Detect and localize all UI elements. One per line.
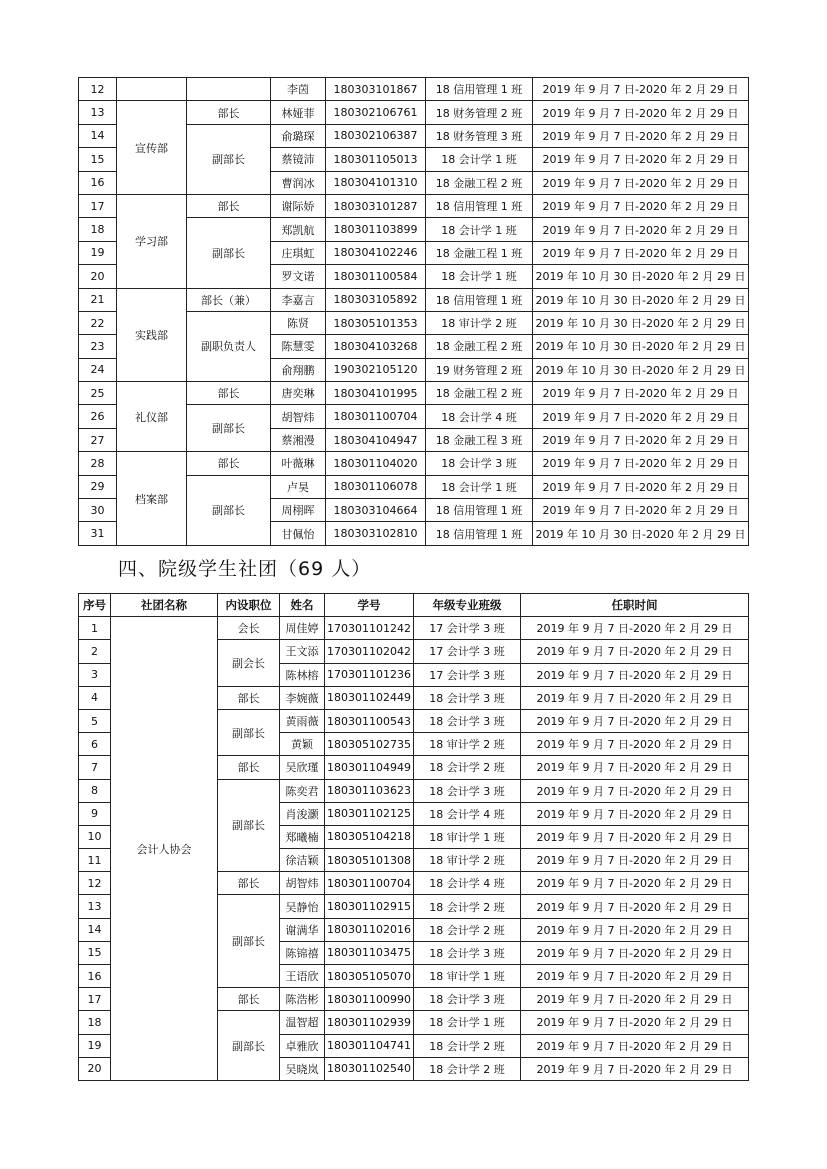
row-number: 20	[79, 1057, 111, 1080]
position-cell: 部长	[218, 756, 280, 779]
name-cell: 陈慧雯	[271, 335, 326, 358]
name-cell: 俞翔鹏	[271, 358, 326, 381]
name-cell: 胡智炜	[271, 405, 326, 428]
term-cell: 2019 年 9 月 7 日-2020 年 2 月 29 日	[521, 733, 749, 756]
term-cell: 2019 年 9 月 7 日-2020 年 2 月 29 日	[521, 849, 749, 872]
term-cell: 2019 年 10 月 30 日-2020 年 2 月 29 日	[533, 358, 749, 381]
name-cell: 谢际娇	[271, 194, 326, 217]
section-heading: 四、院级学生社团（69 人）	[118, 558, 372, 580]
position-cell: 副部长	[218, 895, 280, 988]
student-id-cell: 170301102042	[325, 640, 414, 663]
student-id-cell: 180303101287	[326, 194, 426, 217]
class-cell: 18 会计学 1 班	[426, 218, 533, 241]
position-cell-empty	[187, 78, 271, 101]
class-cell: 18 金融工程 2 班	[426, 171, 533, 194]
row-number: 17	[79, 194, 117, 217]
student-id-cell: 180304104947	[326, 428, 426, 451]
student-id-cell: 180301103899	[326, 218, 426, 241]
position-cell: 部长	[187, 452, 271, 475]
term-cell: 2019 年 9 月 7 日-2020 年 2 月 29 日	[533, 218, 749, 241]
term-cell: 2019 年 10 月 30 日-2020 年 2 月 29 日	[533, 265, 749, 288]
position-cell: 副部长	[187, 405, 271, 452]
class-cell: 18 会计学 2 班	[414, 756, 521, 779]
header-term: 任职时间	[521, 594, 749, 617]
term-cell: 2019 年 9 月 7 日-2020 年 2 月 29 日	[533, 382, 749, 405]
class-cell: 18 会计学 3 班	[414, 988, 521, 1011]
name-cell: 林娅菲	[271, 101, 326, 124]
header-student-id: 学号	[325, 594, 414, 617]
name-cell: 卓雅欣	[280, 1034, 325, 1057]
row-number: 12	[79, 78, 117, 101]
position-cell: 副职负责人	[187, 311, 271, 381]
class-cell: 18 会计学 2 班	[414, 895, 521, 918]
row-number: 12	[79, 872, 111, 895]
student-id-cell: 180301104020	[326, 452, 426, 475]
officer-table-continued	[78, 77, 749, 546]
student-id-cell: 180304103268	[326, 335, 426, 358]
class-cell: 18 信用管理 1 班	[426, 288, 533, 311]
header-no: 序号	[79, 594, 111, 617]
row-number: 22	[79, 311, 117, 334]
term-cell: 2019 年 9 月 7 日-2020 年 2 月 29 日	[533, 148, 749, 171]
row-number: 30	[79, 499, 117, 522]
name-cell: 李茵	[271, 78, 326, 101]
class-cell: 18 会计学 3 班	[414, 941, 521, 964]
name-cell: 陈奕君	[280, 779, 325, 802]
row-number: 19	[79, 241, 117, 264]
row-number: 16	[79, 965, 111, 988]
department-cell-empty	[117, 78, 187, 101]
name-cell: 郑曦楠	[280, 825, 325, 848]
name-cell: 甘佩怡	[271, 522, 326, 545]
class-cell: 18 会计学 4 班	[414, 802, 521, 825]
student-id-cell: 180301100543	[325, 709, 414, 732]
name-cell: 肖浚灏	[280, 802, 325, 825]
header-class: 年级专业班级	[414, 594, 521, 617]
row-number: 2	[79, 640, 111, 663]
table-row	[79, 101, 749, 124]
student-id-cell: 180301102939	[325, 1011, 414, 1034]
class-cell: 18 信用管理 1 班	[426, 194, 533, 217]
class-cell: 17 会计学 3 班	[414, 640, 521, 663]
class-cell: 18 会计学 1 班	[426, 148, 533, 171]
table-row	[79, 452, 749, 475]
row-number: 18	[79, 1011, 111, 1034]
position-cell: 副部长	[187, 124, 271, 194]
row-number: 26	[79, 405, 117, 428]
student-id-cell: 180301100584	[326, 265, 426, 288]
name-cell: 胡智炜	[280, 872, 325, 895]
class-cell: 18 财务管理 2 班	[426, 101, 533, 124]
class-cell: 18 金融工程 1 班	[426, 241, 533, 264]
term-cell: 2019 年 9 月 7 日-2020 年 2 月 29 日	[533, 101, 749, 124]
class-cell: 18 会计学 3 班	[414, 779, 521, 802]
student-id-cell: 180304101995	[326, 382, 426, 405]
term-cell: 2019 年 9 月 7 日-2020 年 2 月 29 日	[533, 194, 749, 217]
class-cell: 18 会计学 1 班	[426, 475, 533, 498]
row-number: 15	[79, 941, 111, 964]
term-cell: 2019 年 9 月 7 日-2020 年 2 月 29 日	[533, 452, 749, 475]
term-cell: 2019 年 9 月 7 日-2020 年 2 月 29 日	[521, 895, 749, 918]
table-row	[79, 288, 749, 311]
row-number: 28	[79, 452, 117, 475]
name-cell: 俞璐琛	[271, 124, 326, 147]
student-id-cell: 180301104741	[325, 1034, 414, 1057]
row-number: 5	[79, 709, 111, 732]
row-number: 25	[79, 382, 117, 405]
name-cell: 黄雨薇	[280, 709, 325, 732]
row-number: 6	[79, 733, 111, 756]
row-number: 14	[79, 124, 117, 147]
term-cell: 2019 年 9 月 7 日-2020 年 2 月 29 日	[533, 475, 749, 498]
term-cell: 2019 年 9 月 7 日-2020 年 2 月 29 日	[521, 872, 749, 895]
term-cell: 2019 年 9 月 7 日-2020 年 2 月 29 日	[533, 405, 749, 428]
row-number: 20	[79, 265, 117, 288]
department-cell: 宣传部	[117, 101, 187, 195]
name-cell: 王文添	[280, 640, 325, 663]
department-cell: 学习部	[117, 194, 187, 288]
name-cell: 卢昊	[271, 475, 326, 498]
term-cell: 2019 年 9 月 7 日-2020 年 2 月 29 日	[533, 241, 749, 264]
table-row	[79, 617, 749, 640]
student-id-cell: 180303104664	[326, 499, 426, 522]
department-cell: 礼仪部	[117, 382, 187, 452]
student-id-cell: 180301106078	[326, 475, 426, 498]
name-cell: 李婉薇	[280, 686, 325, 709]
row-number: 8	[79, 779, 111, 802]
row-number: 21	[79, 288, 117, 311]
term-cell: 2019 年 10 月 30 日-2020 年 2 月 29 日	[533, 311, 749, 334]
name-cell: 徐洁颖	[280, 849, 325, 872]
student-id-cell: 180301102449	[325, 686, 414, 709]
student-id-cell: 180302106387	[326, 124, 426, 147]
row-number: 29	[79, 475, 117, 498]
position-cell: 部长	[187, 194, 271, 217]
row-number: 27	[79, 428, 117, 451]
term-cell: 2019 年 9 月 7 日-2020 年 2 月 29 日	[521, 988, 749, 1011]
header-club-name: 社团名称	[111, 594, 218, 617]
student-id-cell: 180301102125	[325, 802, 414, 825]
class-cell: 18 信用管理 1 班	[426, 522, 533, 545]
position-cell: 部长	[218, 988, 280, 1011]
position-cell: 副部长	[218, 779, 280, 872]
name-cell: 唐奕琳	[271, 382, 326, 405]
name-cell: 曹润冰	[271, 171, 326, 194]
term-cell: 2019 年 9 月 7 日-2020 年 2 月 29 日	[521, 825, 749, 848]
student-id-cell: 180303102810	[326, 522, 426, 545]
class-cell: 18 会计学 1 班	[414, 1011, 521, 1034]
student-id-cell: 180305105070	[325, 965, 414, 988]
position-cell: 副部长	[218, 1011, 280, 1081]
name-cell: 陈贤	[271, 311, 326, 334]
student-id-cell: 180303101867	[326, 78, 426, 101]
term-cell: 2019 年 9 月 7 日-2020 年 2 月 29 日	[521, 756, 749, 779]
row-number: 14	[79, 918, 111, 941]
class-cell: 18 审计学 2 班	[414, 733, 521, 756]
name-cell: 温智超	[280, 1011, 325, 1034]
class-cell: 18 会计学 2 班	[414, 918, 521, 941]
student-id-cell: 180305104218	[325, 825, 414, 848]
class-cell: 17 会计学 3 班	[414, 617, 521, 640]
department-cell: 档案部	[117, 452, 187, 546]
row-number: 18	[79, 218, 117, 241]
position-cell: 会长	[218, 617, 280, 640]
term-cell: 2019 年 9 月 7 日-2020 年 2 月 29 日	[521, 1057, 749, 1080]
row-number: 9	[79, 802, 111, 825]
student-id-cell: 170301101242	[325, 617, 414, 640]
term-cell: 2019 年 9 月 7 日-2020 年 2 月 29 日	[521, 686, 749, 709]
position-cell: 部长	[187, 101, 271, 124]
department-cell: 实践部	[117, 288, 187, 382]
name-cell: 周栩晖	[271, 499, 326, 522]
student-id-cell: 180305101308	[325, 849, 414, 872]
row-number: 11	[79, 849, 111, 872]
term-cell: 2019 年 10 月 30 日-2020 年 2 月 29 日	[533, 522, 749, 545]
class-cell: 18 信用管理 1 班	[426, 78, 533, 101]
class-cell: 17 会计学 3 班	[414, 663, 521, 686]
term-cell: 2019 年 9 月 7 日-2020 年 2 月 29 日	[521, 640, 749, 663]
name-cell: 陈锦禧	[280, 941, 325, 964]
student-id-cell: 180301105013	[326, 148, 426, 171]
name-cell: 谢满华	[280, 918, 325, 941]
name-cell: 周佳婷	[280, 617, 325, 640]
student-id-cell: 180301102540	[325, 1057, 414, 1080]
class-cell: 18 信用管理 1 班	[426, 499, 533, 522]
name-cell: 罗文诺	[271, 265, 326, 288]
student-id-cell: 170301101236	[325, 663, 414, 686]
row-number: 19	[79, 1034, 111, 1057]
class-cell: 18 会计学 2 班	[414, 1034, 521, 1057]
class-cell: 18 会计学 4 班	[414, 872, 521, 895]
table-row	[79, 78, 749, 101]
table-row	[79, 382, 749, 405]
student-id-cell: 180301100704	[325, 872, 414, 895]
student-id-cell: 180301104949	[325, 756, 414, 779]
term-cell: 2019 年 9 月 7 日-2020 年 2 月 29 日	[533, 428, 749, 451]
student-id-cell: 180304101310	[326, 171, 426, 194]
class-cell: 19 财务管理 2 班	[426, 358, 533, 381]
term-cell: 2019 年 10 月 30 日-2020 年 2 月 29 日	[533, 288, 749, 311]
term-cell: 2019 年 9 月 7 日-2020 年 2 月 29 日	[521, 779, 749, 802]
term-cell: 2019 年 10 月 30 日-2020 年 2 月 29 日	[533, 335, 749, 358]
term-cell: 2019 年 9 月 7 日-2020 年 2 月 29 日	[521, 617, 749, 640]
class-cell: 18 财务管理 3 班	[426, 124, 533, 147]
row-number: 16	[79, 171, 117, 194]
class-cell: 18 会计学 2 班	[414, 1057, 521, 1080]
class-cell: 18 会计学 3 班	[426, 452, 533, 475]
term-cell: 2019 年 9 月 7 日-2020 年 2 月 29 日	[533, 124, 749, 147]
student-id-cell: 180301100704	[326, 405, 426, 428]
row-number: 4	[79, 686, 111, 709]
term-cell: 2019 年 9 月 7 日-2020 年 2 月 29 日	[533, 499, 749, 522]
row-number: 13	[79, 101, 117, 124]
class-cell: 18 会计学 1 班	[426, 265, 533, 288]
name-cell: 郑凯航	[271, 218, 326, 241]
name-cell: 黄颖	[280, 733, 325, 756]
name-cell: 吴欣瑾	[280, 756, 325, 779]
position-cell: 副部长	[218, 709, 280, 755]
row-number: 1	[79, 617, 111, 640]
class-cell: 18 金融工程 2 班	[426, 382, 533, 405]
position-cell: 副部长	[187, 475, 271, 545]
class-cell: 18 审计学 2 班	[414, 849, 521, 872]
student-id-cell: 180301102016	[325, 918, 414, 941]
class-cell: 18 审计学 1 班	[414, 825, 521, 848]
position-cell: 部长	[187, 382, 271, 405]
term-cell: 2019 年 9 月 7 日-2020 年 2 月 29 日	[521, 941, 749, 964]
header-position: 内设职位	[218, 594, 280, 617]
name-cell: 叶薇琳	[271, 452, 326, 475]
student-id-cell: 180305102735	[325, 733, 414, 756]
name-cell: 陈林榕	[280, 663, 325, 686]
name-cell: 庄琪虹	[271, 241, 326, 264]
class-cell: 18 金融工程 2 班	[426, 335, 533, 358]
position-cell: 部长	[218, 686, 280, 709]
class-cell: 18 金融工程 3 班	[426, 428, 533, 451]
table-header-row	[79, 594, 749, 617]
name-cell: 吴晓岚	[280, 1057, 325, 1080]
name-cell: 吴静怡	[280, 895, 325, 918]
row-number: 17	[79, 988, 111, 1011]
position-cell: 副部长	[187, 218, 271, 288]
row-number: 15	[79, 148, 117, 171]
club-officer-table	[78, 593, 749, 1081]
student-id-cell: 180301100990	[325, 988, 414, 1011]
row-number: 24	[79, 358, 117, 381]
student-id-cell: 180301103623	[325, 779, 414, 802]
student-id-cell: 180304102246	[326, 241, 426, 264]
term-cell: 2019 年 9 月 7 日-2020 年 2 月 29 日	[521, 802, 749, 825]
term-cell: 2019 年 9 月 7 日-2020 年 2 月 29 日	[533, 78, 749, 101]
class-cell: 18 审计学 1 班	[414, 965, 521, 988]
term-cell: 2019 年 9 月 7 日-2020 年 2 月 29 日	[521, 1034, 749, 1057]
class-cell: 18 会计学 3 班	[414, 709, 521, 732]
row-number: 13	[79, 895, 111, 918]
term-cell: 2019 年 9 月 7 日-2020 年 2 月 29 日	[521, 663, 749, 686]
name-cell: 李嘉言	[271, 288, 326, 311]
name-cell: 蔡镜沛	[271, 148, 326, 171]
student-id-cell: 180305101353	[326, 311, 426, 334]
header-name: 姓名	[280, 594, 325, 617]
term-cell: 2019 年 9 月 7 日-2020 年 2 月 29 日	[521, 1011, 749, 1034]
term-cell: 2019 年 9 月 7 日-2020 年 2 月 29 日	[521, 918, 749, 941]
student-id-cell: 180301102915	[325, 895, 414, 918]
name-cell: 蔡湘漫	[271, 428, 326, 451]
term-cell: 2019 年 9 月 7 日-2020 年 2 月 29 日	[521, 965, 749, 988]
student-id-cell: 180302106761	[326, 101, 426, 124]
term-cell: 2019 年 9 月 7 日-2020 年 2 月 29 日	[533, 171, 749, 194]
name-cell: 王语欣	[280, 965, 325, 988]
position-cell: 部长	[218, 872, 280, 895]
table-row	[79, 194, 749, 217]
row-number: 7	[79, 756, 111, 779]
row-number: 3	[79, 663, 111, 686]
term-cell: 2019 年 9 月 7 日-2020 年 2 月 29 日	[521, 709, 749, 732]
position-cell: 副会长	[218, 640, 280, 686]
row-number: 10	[79, 825, 111, 848]
student-id-cell: 180301103475	[325, 941, 414, 964]
student-id-cell: 190302105120	[326, 358, 426, 381]
class-cell: 18 审计学 2 班	[426, 311, 533, 334]
row-number: 23	[79, 335, 117, 358]
class-cell: 18 会计学 3 班	[414, 686, 521, 709]
position-cell: 部长（兼）	[187, 288, 271, 311]
student-id-cell: 180303105892	[326, 288, 426, 311]
club-name-cell: 会计人协会	[111, 617, 218, 1081]
name-cell: 陈浩彬	[280, 988, 325, 1011]
class-cell: 18 会计学 4 班	[426, 405, 533, 428]
row-number: 31	[79, 522, 117, 545]
